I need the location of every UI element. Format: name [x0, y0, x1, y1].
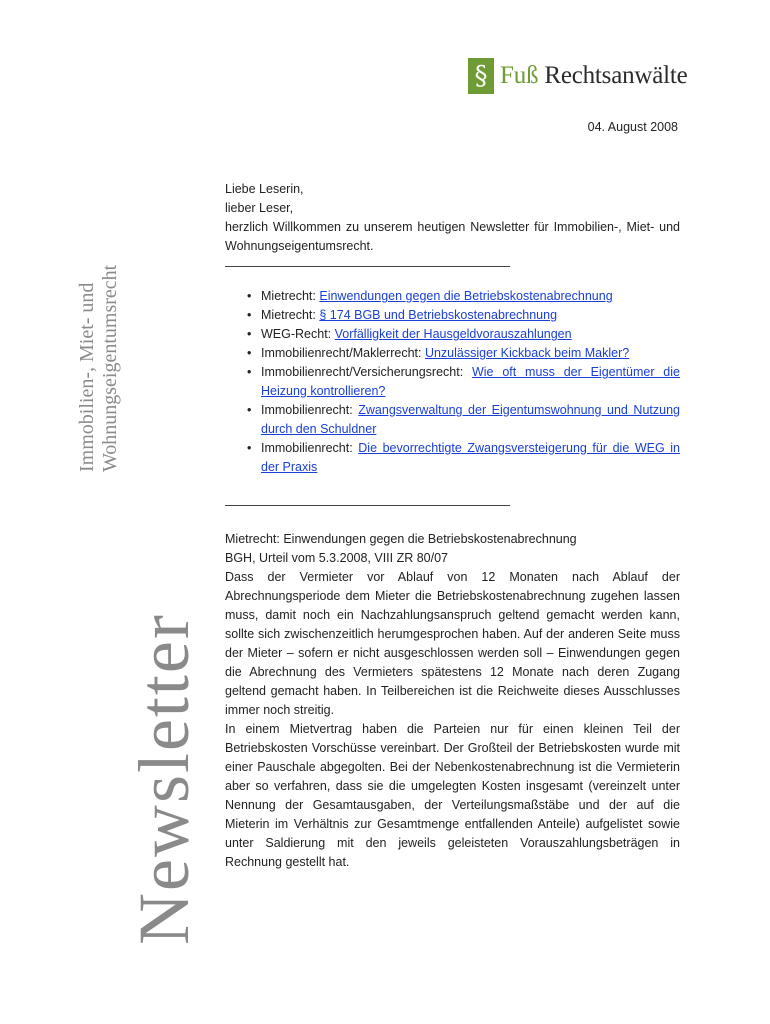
toc-item: [247, 439, 680, 477]
toc-item: [247, 306, 680, 325]
toc-link[interactable]: Die bevorrechtigte Zwangsversteigerung für die WEG in der Praxis: [261, 441, 680, 474]
bullet-icon: •: [247, 327, 252, 341]
firm-name-rest: Rechtsanwälte: [538, 62, 688, 89]
article-title: Mietrecht: Einwendungen gegen die Betriebskostenabrechnung: [225, 532, 577, 546]
greeting-line2: lieber Leser,: [225, 201, 294, 215]
firm-logo: [468, 56, 738, 96]
toc-item-category: Immobilienrecht:: [261, 403, 359, 417]
table-of-contents: [225, 287, 680, 477]
toc-link[interactable]: Unzulässiger Kickback beim Makler?: [424, 346, 630, 360]
newsletter-date: 04. August 2008: [587, 120, 678, 134]
divider: [225, 505, 510, 506]
divider: [225, 266, 510, 267]
toc-link[interactable]: § 174 BGB und Betriebskostenabrechnung: [319, 308, 558, 322]
toc-item-category: Immobilienrecht/Maklerrecht:: [261, 346, 425, 360]
toc-link[interactable]: Einwendungen gegen die Betriebskostenabrechnung: [319, 289, 613, 303]
bullet-icon: •: [247, 289, 252, 303]
side-subject: [76, 265, 122, 472]
side-subject-line2: Wohnungseigentumsrecht: [99, 264, 121, 472]
main-content: [225, 180, 680, 872]
toc-link[interactable]: Zwangsverwaltung der Eigentumswohnung und Nutzung durch den Schuldner: [261, 403, 680, 436]
bullet-icon: •: [247, 403, 252, 417]
toc-item: [247, 344, 680, 363]
toc-item: [247, 325, 680, 344]
toc-item: [247, 287, 680, 306]
toc-link[interactable]: Wie oft muss der Eigentümer die Heizung kontrollieren?: [261, 365, 680, 398]
bullet-icon: •: [247, 308, 252, 322]
firm-name: [500, 62, 688, 90]
bullet-icon: •: [247, 441, 252, 455]
section-sign-logo-icon: §: [468, 58, 494, 94]
toc-link[interactable]: Vorfälligkeit der Hausgeldvorauszahlungen: [334, 327, 572, 341]
toc-item-category: WEG-Recht:: [261, 327, 335, 341]
side-subject-line1: Immobilien-, Miet- und: [76, 282, 98, 472]
toc-item-category: Immobilienrecht:: [261, 441, 359, 455]
toc-item-category: Mietrecht:: [261, 289, 320, 303]
greeting-line1: Liebe Leserin,: [225, 182, 304, 196]
intro-text: herzlich Willkommen zu unserem heutigen Newsletter für Immobilien-, Miet- und Wohnungseigentumsrecht.: [225, 220, 680, 253]
toc-item: [247, 363, 680, 401]
article-paragraph: In einem Mietvertrag haben die Parteien nur für einen kleinen Teil der Betriebskosten Vorschüsse vereinbart. Der Großteil der Betriebskosten wurde mit einer Pauschale abgegolten. Bei der Nebenkostenabrechnung ist die Vermieterin aber so verfahren, dass sie die umgelegten Kosten insgesamt (vereinzelt unter Nennung der Gesamtausgaben, der Verteilungsmaßstäbe und der auf die Mieterin im Verhältnis zur Gesamtmenge entfallenden Anteile) aufgelistet sowie unter Saldierung mit den jeweils geleisteten Vorauszahlungsbeträgen in Rechnung gestellt hat.: [225, 722, 680, 869]
side-title-newsletter: Newsletter: [124, 613, 204, 945]
article-court-reference: BGH, Urteil vom 5.3.2008, VIII ZR 80/07: [225, 551, 449, 565]
bullet-icon: •: [247, 365, 252, 379]
toc-item-category: Immobilienrecht/Versicherungsrecht:: [261, 365, 472, 379]
greeting: [225, 180, 680, 218]
toc-item-category: Mietrecht:: [261, 308, 320, 322]
article-paragraph: Dass der Vermieter vor Ablauf von 12 Monaten nach Ablauf der Abrechnungsperiode dem Mieter die Betriebskostenabrechnung zugehen lassen muss, damit noch ein Nachzahlungsanspruch geltend gemacht werden kann, sollte sich zwischenzeitlich herumgesprochen haben. Auf der anderen Seite muss der Mieter – sofern er nicht ausgeschlossen werden soll – Einwendungen gegen die Abrechnung des Vermieters spätestens 12 Monate nach deren Zugang geltend gemacht haben. In Teilbereichen ist die Reichweite dieses Ausschlusses immer noch streitig.: [225, 570, 680, 717]
toc-item: [247, 401, 680, 439]
firm-name-brand: Fuß: [500, 62, 539, 89]
bullet-icon: •: [247, 346, 252, 360]
